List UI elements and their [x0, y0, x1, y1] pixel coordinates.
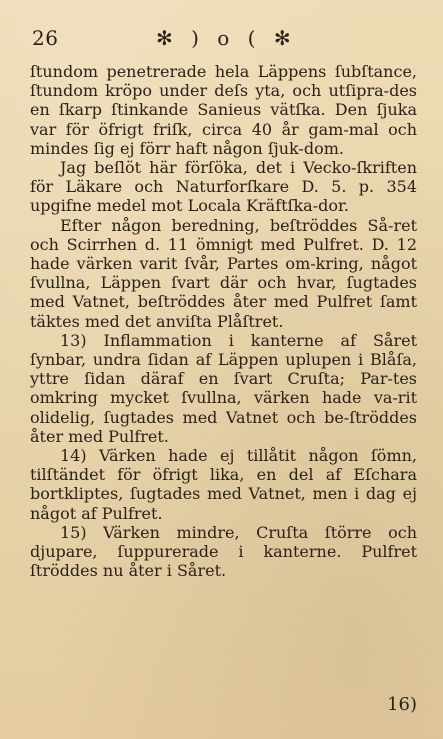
paragraph-day-13: 13) Inflammation i kanterne af Såret ſynbar, undra ſidan af Läppen uplupen i Blåſa, yttre ſidan däraf en ſvart Cruſta; Par-tes omkring mycket ſvullna, värken hade va-rit olidelig, ſugtades med Vatnet och be-ſtröddes åter med Pulfret. [30, 330, 417, 446]
catchword: 16) [387, 694, 417, 715]
paragraph-continuation: ſtundom penetrerade hela Läppens ſubſtance, ſtundom kröpo under deſs yta, och utſipra-des en ſkarp ſtinkande Sanieus vätſka. Den ſjuka var för öfrigt friſk, circa 40 år gam-mal och mindes ſig ej förr haft någon ſjuk-dom. [30, 62, 417, 158]
header-ornament: ✻ ) o ( ✻ [156, 26, 297, 50]
page-header [18, 26, 423, 56]
body-text [30, 62, 417, 580]
paragraph-day-14: 14) Värken hade ej tillåtit någon ſömn, tilſtändet för öfrigt lika, en del af Eſchara bortkliptes, ſugtades med Vatnet, men i dag ej något af Pulfret. [30, 446, 417, 523]
paragraph-day-15: 15) Värken mindre, Cruſta ſtörre och djupare, ſuppurerade i kanterne. Pulfret ſtröddes nu åter i Såret. [30, 522, 417, 581]
paragraph-treatment: Efter någon beredning, beſtröddes Så-ret och Scirrhen d. 11 ömnigt med Pulfret. D. 12 hade värken varit ſvår, Partes om-kring, något ſvullna, Läppen ſvart där och hvar, ſugtades med Vatnet, beſtröddes åter med Pulfret ſamt täktes med det anviſta Plåſtret. [30, 215, 417, 331]
paragraph-method: Jag beſlöt här förſöka, det i Vecko-ſkriften för Läkare och Naturforſkare D. 5. p. 354 upgifne medel mot Locala Kräftſka-dor. [30, 158, 417, 216]
page-number: 26 [32, 26, 59, 50]
